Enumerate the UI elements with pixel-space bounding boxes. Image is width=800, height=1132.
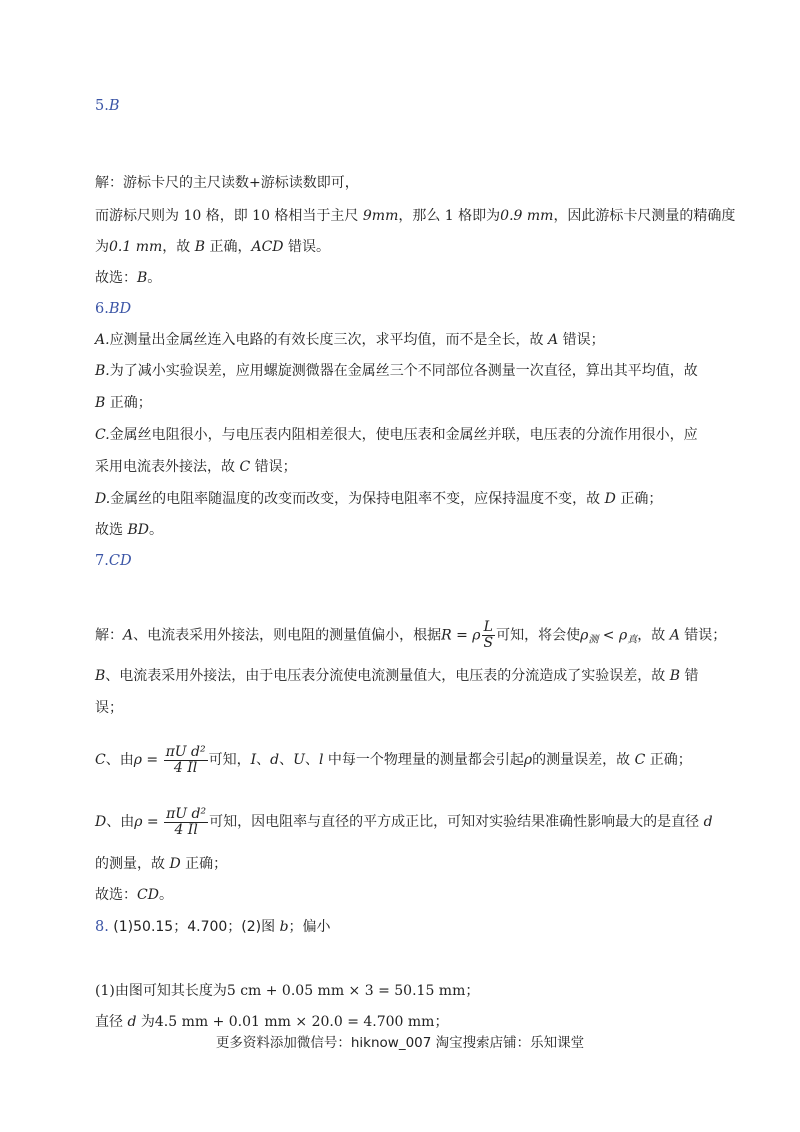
q7-l6-ref: D [169, 856, 181, 872]
q5-line3-acd: ACD [251, 239, 284, 255]
q7-sel-value: CD [137, 887, 159, 903]
q7-line6 [95, 854, 227, 874]
q5-line3-text3: 正确， [205, 239, 252, 255]
q7-l4-l: l [318, 752, 324, 768]
q6-b-ref: B [95, 395, 106, 411]
q7-l4-frac-den: 4 Il [173, 759, 198, 776]
q7-l1-rho2: ρ [619, 627, 628, 644]
q6-d-text: 金属丝的电阻率随温度的改变而改变，为保持电阻率不变，应保持温度不变，故 [110, 491, 605, 507]
q7-l5-d-label: D [95, 814, 107, 830]
q6-a-ref: A [548, 332, 559, 348]
q8-line2 [95, 1012, 448, 1032]
q7-l4-text3: 中每一个物理量的测量都会引起 [323, 752, 524, 768]
q7-l1-lt: < [598, 627, 619, 644]
q5-line3 [95, 237, 330, 257]
q7-l1-fraction [482, 620, 496, 651]
q8-line1: (1)由图可知其长度为5 cm + 0.05 mm × 3 = 50.15 mm； [95, 983, 480, 999]
q7-l2-text: 、电流表采用外接法，由于电压表分流使电流测量值大，电压表的分流造成了实验误差，故 [105, 668, 670, 684]
q5-line2 [95, 206, 735, 226]
q5-line2-text3: ，因此游标卡尺测量的精确度 [553, 208, 736, 224]
q7-l1-sub-true: 真 [627, 634, 638, 646]
q7-l4-fraction [164, 745, 208, 776]
q6-a-tail: 错误； [558, 332, 605, 348]
q6-a-text: 应测量出金属丝连入电路的有效长度三次，求平均值，而不是全长，故 [109, 332, 549, 348]
q5-line2-text: 而游标尺则为 10 格，即 10 格相当于主尺 [95, 208, 363, 224]
q6-option-d [95, 489, 662, 509]
q7-l4-u: U [293, 752, 305, 768]
q5-selection [95, 268, 161, 288]
page-footer: 更多资料添加微信号：hiknow_007 淘宝搜索店铺：乐知课堂 [215, 1035, 585, 1051]
q8-number: 8. [95, 919, 109, 935]
q7-l4-tail: 正确； [645, 752, 692, 768]
q7-l6-tail: 正确； [180, 856, 228, 872]
q7-l1-formula-lhs: R = ρ [441, 627, 481, 644]
q6-option-b-cont [95, 393, 152, 413]
q8-answer-b: b [279, 919, 289, 935]
q7-l2-tail: 错 [680, 668, 699, 684]
q5-line3-text: 为 [95, 239, 109, 255]
q7-line5 [95, 806, 713, 838]
q7-l1-text3: 可知，将会使 [496, 627, 581, 644]
q7-l4-ref: C [634, 752, 646, 768]
q7-l4-formula-lhs: ρ = [133, 752, 163, 768]
q7-selection [95, 885, 173, 905]
q7-l1-ref: A [669, 627, 680, 644]
q6-b-text: 为了减小实验误差，应用螺旋测微器在金属丝三个不同部位各测量一次直径，算出其平均值，故 [109, 363, 698, 379]
q6-header [95, 299, 131, 319]
q6-b-label: B. [95, 363, 110, 379]
q7-line3: 误； [95, 700, 123, 716]
q7-l5-text: 、由 [106, 814, 135, 830]
q7-l1-text2: 、电流表采用外接法，则电阻的测量值偏小，根据 [133, 627, 442, 644]
q6-number: 6. [95, 301, 109, 317]
q6-option-b [95, 361, 698, 381]
q6-answer: BD [108, 301, 132, 317]
q5-line1: 解：游标卡尺的主尺读数+游标读数即可， [95, 175, 359, 191]
q6-d-ref: D [604, 491, 616, 507]
q7-l2-b: B [95, 668, 106, 684]
q5-sel-end: 。 [147, 270, 162, 286]
q5-line2-value2: 0.9 mm [500, 208, 554, 224]
q7-sel-label: 故选： [95, 887, 137, 903]
q6-sel-value: BD [127, 522, 149, 538]
q5-sel-value: B [137, 270, 148, 286]
q6-c-ref: C [239, 459, 251, 475]
q7-l4-sep1: 、 [256, 752, 271, 768]
q6-c-tail: 错误； [250, 459, 297, 475]
q7-header [95, 551, 132, 571]
q7-sel-end: 。 [158, 887, 173, 903]
q5-line3-value: 0.1 mm [109, 239, 163, 255]
q7-line4 [95, 744, 692, 776]
q7-l4-rho: ρ [523, 752, 533, 768]
q7-line1 [95, 620, 726, 656]
q7-line2 [95, 666, 699, 686]
q7-l4-frac-num: πU d² [165, 743, 206, 760]
q5-number: 5. [95, 98, 109, 114]
q8-header [95, 917, 331, 937]
q5-line2-value: 9mm [362, 208, 399, 224]
q7-l4-sep3: 、 [304, 752, 319, 768]
q6-d-label: D. [95, 491, 111, 507]
q6-sel-label: 故选 [95, 522, 128, 538]
q8-l2-text: 直径 [95, 1014, 128, 1030]
q5-line2-text2: ，那么 1 格即为 [398, 208, 501, 224]
q7-l1-a: A [123, 627, 134, 644]
q7-l4-text4: 的测量误差，故 [532, 752, 635, 768]
q7-l1-sub-measured: 测 [588, 634, 599, 646]
q6-d-tail: 正确； [615, 491, 663, 507]
q6-c-text: 金属丝电阻很小，与电压表内阻相差很大，使电压表和金属丝并联，电压表的分流作用很小，应 [109, 427, 698, 443]
q5-header [95, 96, 120, 116]
q5-answer: B [108, 98, 120, 114]
q6-option-c-cont [95, 457, 297, 477]
q7-l2-ref: B [669, 668, 681, 684]
q7-l5-d: d [703, 814, 713, 830]
q6-c-text2: 采用电流表外接法，故 [95, 459, 240, 475]
q5-line3-text4: 错误。 [283, 239, 330, 255]
q7-l4-sep2: 、 [279, 752, 294, 768]
q6-b-tail: 正确； [105, 395, 152, 411]
q7-l5-fraction [164, 807, 208, 838]
q5-sel-label: 故选： [95, 270, 137, 286]
q7-l4-c: C [95, 752, 106, 768]
q7-l4-text: 、由 [105, 752, 134, 768]
q6-option-a [95, 330, 605, 350]
q8-l2-d: d [127, 1014, 137, 1030]
q7-l5-frac-den: 4 Il [174, 821, 198, 838]
q7-l6-text: 的测量，故 [95, 856, 170, 872]
q7-l1-frac-num: L [482, 620, 496, 636]
q7-l4-i: I [250, 752, 257, 768]
q5-line3-text2: ，故 [162, 239, 195, 255]
q7-l4-d: d [270, 752, 280, 768]
q5-line3-b: B [194, 239, 206, 255]
q7-l5-text2: 可知，因电阻率与直径的平方成正比，可知对实验结果准确性影响最大的是直径 [209, 814, 704, 830]
q7-l1-rho1: ρ [580, 627, 589, 644]
q7-l1-frac-den: S [483, 635, 494, 651]
q8-answer: (1)50.15；4.700；(2)图 [113, 919, 280, 935]
q7-l1-text: 解： [95, 627, 123, 644]
q6-option-c [95, 425, 698, 445]
q6-selection [95, 520, 163, 540]
q7-l4-text2: 可知， [208, 752, 251, 768]
q7-l5-formula-lhs: ρ = [134, 814, 164, 830]
q7-answer: CD [108, 553, 132, 569]
q7-l1-text4: ，故 [637, 627, 670, 644]
q7-number: 7. [95, 553, 109, 569]
q6-c-label: C. [95, 427, 110, 443]
q6-sel-end: 。 [148, 522, 163, 538]
q7-l5-frac-num: πU d² [166, 805, 207, 822]
q6-a-label: A. [95, 332, 110, 348]
q8-l2-text2: 为4.5 mm + 0.01 mm × 20.0 = 4.700 mm； [136, 1014, 449, 1030]
q7-l1-tail: 错误； [679, 627, 727, 644]
q8-answer-tail: ；偏小 [288, 919, 331, 935]
